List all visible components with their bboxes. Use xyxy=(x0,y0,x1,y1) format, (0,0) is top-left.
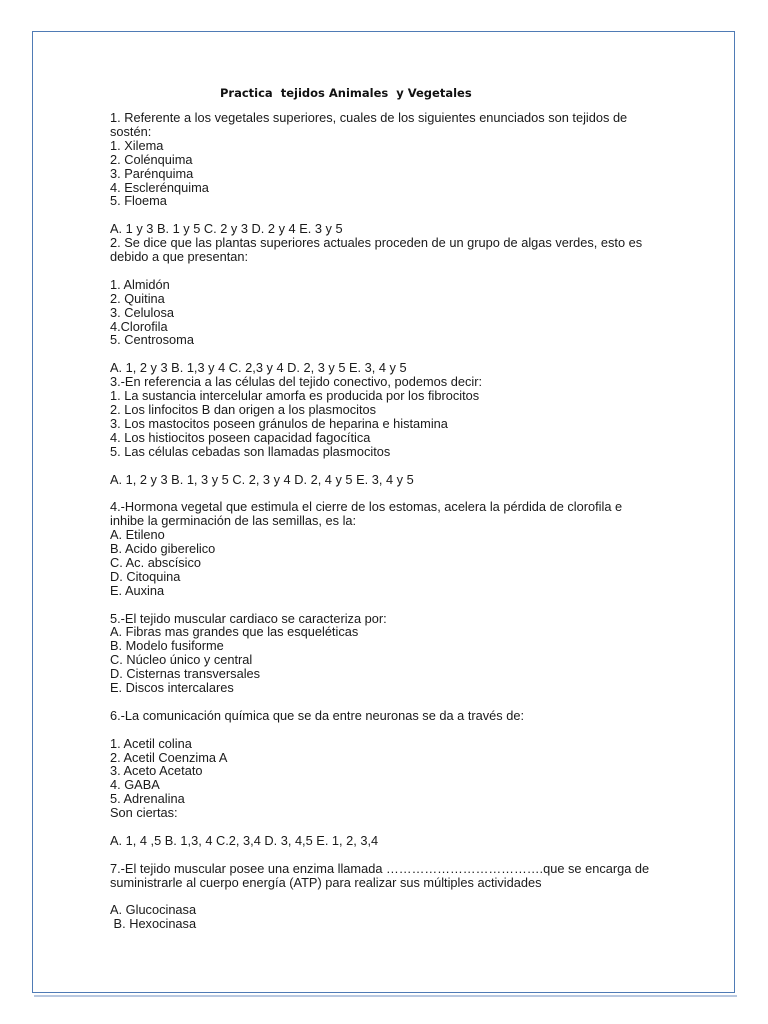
text-line: A. 1 y 3 B. 1 y 5 C. 2 y 3 D. 2 y 4 E. 3 y 5 xyxy=(110,221,343,237)
text-line: 4.Clorofila xyxy=(110,318,168,334)
blank-line xyxy=(110,890,650,904)
text-line: 2. Los linfocitos B dan origen a los plasmocitos xyxy=(110,401,377,417)
text-line: 5. Centrosoma xyxy=(110,332,194,348)
blank-line xyxy=(110,459,650,473)
text-line: Son ciertas: xyxy=(110,805,178,821)
text-line: A. Glucocinasa xyxy=(110,902,197,918)
text-line: inhibe la germinación de las semillas, es la: xyxy=(110,513,357,529)
text-line: A. Etileno xyxy=(110,527,165,543)
text-line: 1. La sustancia intercelular amorfa es producida por los fibrocitos xyxy=(110,388,480,404)
text-line: D. Citoquina xyxy=(110,568,181,584)
text-line: A. Fibras mas grandes que las esqueléticas xyxy=(110,624,359,640)
text-line: 5. Adrenalina xyxy=(110,791,185,807)
text-line: E. Discos intercalares xyxy=(110,680,234,696)
text-line: 3. Aceto Acetato xyxy=(110,763,203,779)
text-line: 5. Las células cebadas son llamadas plasmocitos xyxy=(110,443,391,459)
text-line: 6.-La comunicación química que se da entre neuronas se da a través de: xyxy=(110,707,525,723)
text-line: 3. Celulosa xyxy=(110,304,175,320)
text-line: 2. Quitina xyxy=(110,290,165,306)
text-line: 2. Acetil Coenzima A xyxy=(110,749,228,765)
document-body xyxy=(110,111,650,931)
text-line: A. 1, 2 y 3 B. 1, 3 y 5 C. 2, 3 y 4 D. 2, 4 y 5 E. 3, 4 y 5 xyxy=(110,471,414,487)
text-line: A. 1, 2 y 3 B. 1,3 y 4 C. 2,3 y 4 D. 2, 3 y 5 E. 3, 4 y 5 xyxy=(110,360,407,376)
text-line: 7.-El tejido muscular posee una enzima llamada ……………………………….que se encarga de xyxy=(110,860,650,876)
text-line: 5. Floema xyxy=(110,193,167,209)
blank-line xyxy=(110,347,650,361)
text-line: E. Auxina xyxy=(110,582,165,598)
text-line: 1. Xilema xyxy=(110,137,164,153)
text-line: B. Acido giberelico xyxy=(110,541,216,557)
text-line: 2. Colénquima xyxy=(110,151,193,167)
text-line: B. Modelo fusiforme xyxy=(110,638,224,654)
text-line: 4.-Hormona vegetal que estimula el cierre de los estomas, acelera la pérdida de clorofila e xyxy=(110,499,623,515)
blank-line xyxy=(110,208,650,222)
text-line: 2. Se dice que las plantas superiores actuales proceden de un grupo de algas verdes, esto es xyxy=(110,235,643,251)
text-line: 3. Parénquima xyxy=(110,165,194,181)
text-line: 1. Referente a los vegetales superiores, cuales de los siguientes enunciados son tejidos de xyxy=(110,110,628,125)
document-title: Practica tejidos Animales y Vegetales xyxy=(220,86,472,100)
text-line: suministrarle al cuerpo energía (ATP) para realizar sus múltiples actividades xyxy=(110,874,542,890)
text-line: A. 1, 4 ,5 B. 1,3, 4 C.2, 3,4 D. 3, 4,5 E. 1, 2, 3,4 xyxy=(110,832,379,848)
text-line: C. Núcleo único y central xyxy=(110,652,253,668)
blank-line xyxy=(110,264,650,278)
text-line: B. Hexocinasa xyxy=(110,916,197,932)
text-line: 4. Esclerénquima xyxy=(110,179,209,195)
text-line: 1. Almidón xyxy=(110,276,170,292)
text-line: 5.-El tejido muscular cardiaco se caracteriza por: xyxy=(110,610,387,626)
text-line: 4. Los histiocitos poseen capacidad fagocítica xyxy=(110,429,371,445)
text-line: 4. GABA xyxy=(110,777,160,793)
text-line: 3.-En referencia a las células del tejido conectivo, podemos decir: xyxy=(110,374,483,390)
blank-line xyxy=(110,695,650,709)
blank-line xyxy=(110,848,650,862)
text-line: 3. Los mastocitos poseen gránulos de heparina e histamina xyxy=(110,415,448,431)
blank-line xyxy=(110,486,650,500)
blank-line xyxy=(110,598,650,612)
text-line: D. Cisternas transversales xyxy=(110,666,261,682)
blank-line xyxy=(110,723,650,737)
text-line: debido a que presentan: xyxy=(110,249,249,265)
text-line: C. Ac. abscísico xyxy=(110,554,202,570)
blank-line xyxy=(110,820,650,834)
page-border-shadow xyxy=(34,995,737,997)
text-line: 1. Acetil colina xyxy=(110,735,192,751)
text-line: sostén: xyxy=(110,123,152,139)
